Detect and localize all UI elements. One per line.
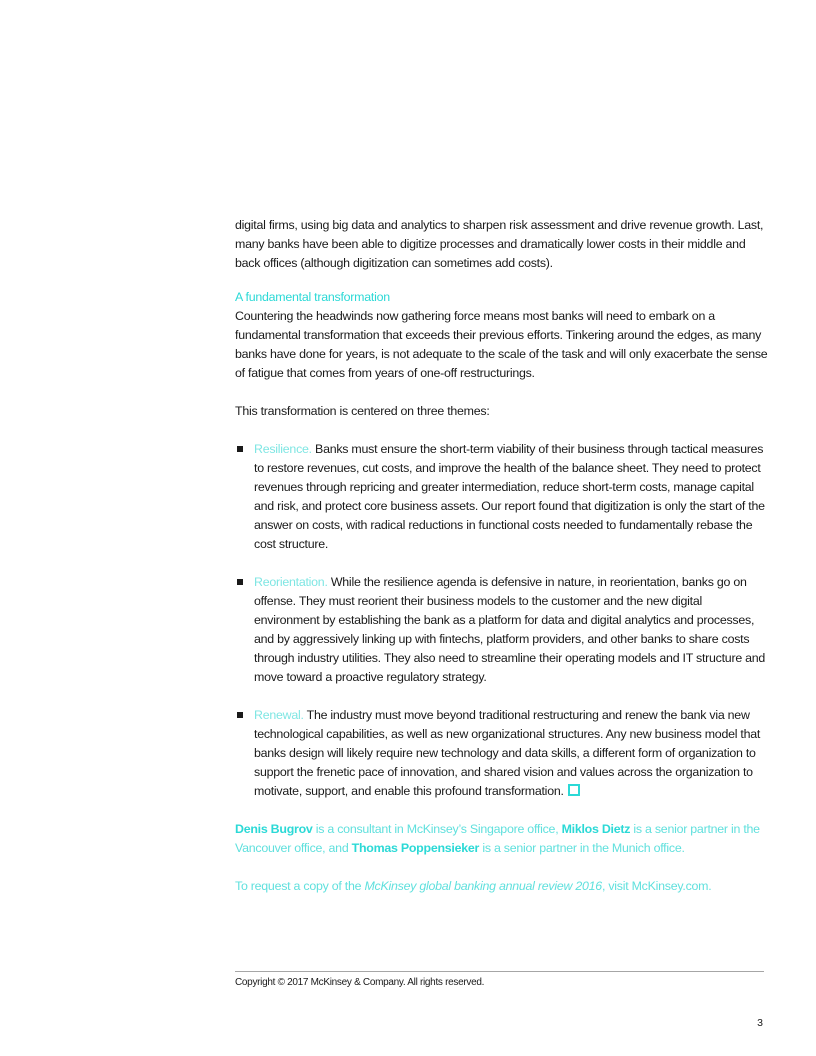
theme-item-reorientation <box>235 573 770 687</box>
author-name: Thomas Poppensieker <box>351 841 480 855</box>
intro-paragraph: digital firms, using big data and analytics to sharpen risk assessment and drive revenue growth. Last, many banks have been able to digitize processes and dramatically lower costs in their middle and back offices (although digitization can sometimes add costs). <box>235 218 764 270</box>
theme-item-resilience <box>235 440 770 554</box>
author-name: Denis Bugrov <box>235 822 313 836</box>
square-bullet-icon <box>237 579 243 585</box>
theme-text: The industry must move beyond traditional restructuring and renew the bank via new technological capabilities, as well as new organizational structures. Any new business model that banks design will likely require new technology and data skills, a different form of organization to support the frenetic pace of innovation, and shared vision and values across the organization to motivate, support, and enable this profound transformation. <box>254 708 761 798</box>
theme-text: While the resilience agenda is defensive in nature, in reorientation, banks go on offense. They must reorient their business models to the customer and the new digital environment by establishing the bank as a platform for data and digital analytics and processes, and by aggressively linking up with fintechs, platform providers, and other banks to share costs through industry utilities. They also need to streamline their operating models and IT structure and move toward a proactive regulatory strategy. <box>254 575 766 684</box>
author-bios <box>235 820 770 858</box>
article-body <box>235 216 770 896</box>
end-of-article-square-icon <box>568 784 580 796</box>
theme-lead: Renewal. <box>254 708 304 722</box>
square-bullet-icon <box>237 446 243 452</box>
report-title: McKinsey global banking annual review 2016 <box>364 879 602 893</box>
theme-lead: Reorientation. <box>254 575 328 589</box>
theme-text: Banks must ensure the short-term viability of their business through tactical measures to restore revenues, cut costs, and improve the health of the balance sheet. They need to protect revenues through repricing and greater intermediation, reduce short-term costs, manage capital and risk, and protect core business assets. Our report found that digitization is only the start of the answer on costs, with radical reductions in functional costs needed to fundamentally rebase the cost structure. <box>254 442 765 551</box>
themes-intro: This transformation is centered on three themes: <box>235 404 490 418</box>
square-bullet-icon <box>237 712 243 718</box>
author-role: is a consultant in McKinsey’s Singapore office, <box>312 822 562 836</box>
section-heading: A fundamental transformation <box>235 290 390 304</box>
theme-lead: Resilience. <box>254 442 312 456</box>
request-copy-note <box>235 877 770 896</box>
author-role: is a senior partner in the Munich office. <box>479 841 685 855</box>
footer-divider <box>235 971 764 972</box>
request-prefix: To request a copy of the <box>235 879 365 893</box>
request-suffix[interactable]: , visit McKinsey.com. <box>601 879 712 893</box>
author-name: Miklos Dietz <box>561 822 631 836</box>
section-body-paragraph: Countering the headwinds now gathering force means most banks will need to embark on a fundamental transformation that exceeds their previous efforts. Tinkering around the edges, as many banks have done for years, is not adequate to the scale of the task and will only exacerbate the sense of fatigue that comes from years of one-off restructurings. <box>235 309 768 380</box>
theme-item-renewal <box>235 706 770 801</box>
themes-list <box>235 440 770 801</box>
copyright-notice: Copyright © 2017 McKinsey & Company. All rights reserved. <box>235 977 485 988</box>
page-number: 3 <box>757 1017 763 1029</box>
author-role: is a senior partner in the Vancouver office, and <box>235 822 760 855</box>
